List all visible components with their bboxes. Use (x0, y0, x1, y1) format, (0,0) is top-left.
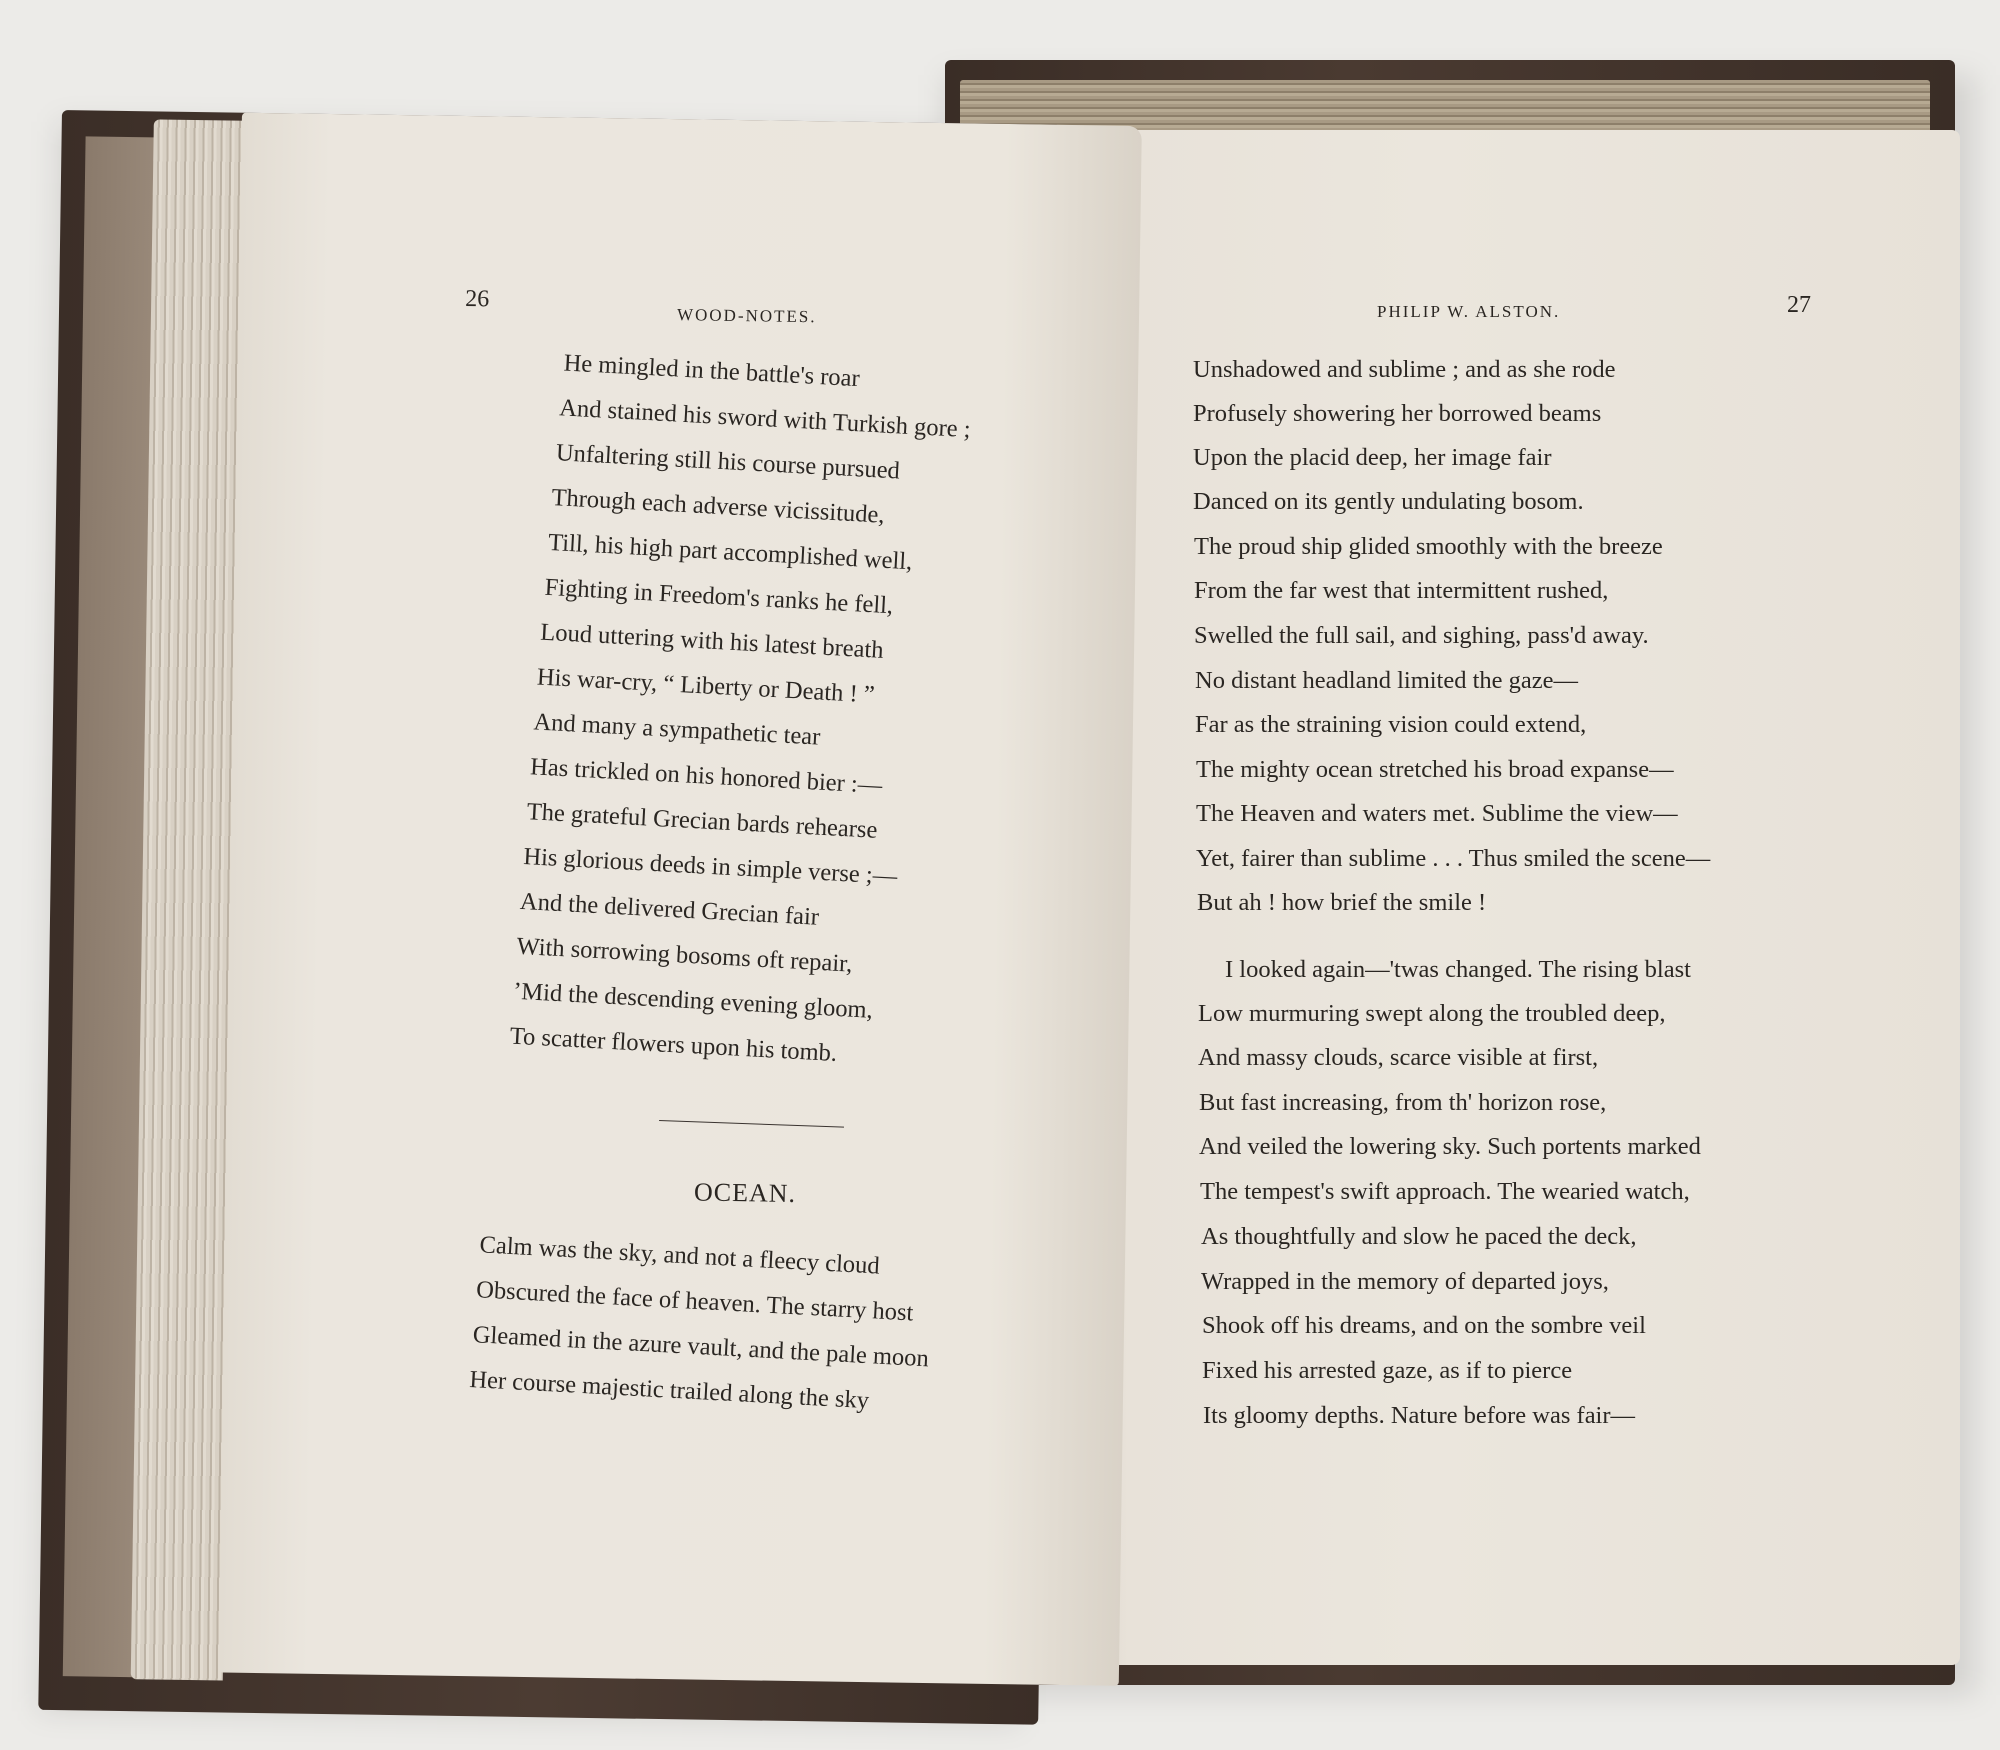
verse-line: Through each adverse vicissitude, (550, 484, 886, 529)
verse-line: The grateful Grecian bards rehearse (526, 798, 879, 844)
section-rule (659, 1120, 844, 1128)
verse-line: With sorrowing bosoms oft repair, (515, 932, 854, 978)
verse-line: Wrapped in the memory of departed joys, (1201, 1268, 1609, 1295)
verse-line: To scatter flowers upon his tomb. (509, 1022, 838, 1067)
verse-line: Danced on its gently undulating bosom. (1193, 488, 1584, 515)
verse-line: And massy clouds, scarce visible at first, (1198, 1044, 1599, 1071)
verse-line: From the far west that intermittent rushed, (1194, 577, 1609, 604)
verse-line: The tempest's swift approach. The wearied watch, (1200, 1178, 1690, 1205)
verse-line: I looked again—'twas changed. The rising blast (1225, 956, 1691, 983)
verse-line: Swelled the full sail, and sighing, pass'd away. (1194, 622, 1649, 649)
verse-line: Yet, fairer than sublime . . . Thus smiled the scene— (1196, 845, 1711, 872)
verse-line: ’Mid the descending evening gloom, (512, 977, 874, 1024)
poem-title: OCEAN. (693, 1177, 797, 1209)
page-number-right: 27 (1787, 292, 1811, 318)
verse-line: Fixed his arrested gaze, as if to pierce (1202, 1357, 1573, 1384)
verse-line: Upon the placid deep, her image fair (1193, 444, 1552, 471)
verse-line: But fast increasing, from th' horizon rose, (1199, 1089, 1607, 1116)
verse-line: His war-cry, “ Liberty or Death ! ” (536, 663, 876, 709)
verse-line: Shook off his dreams, and on the sombre veil (1202, 1312, 1646, 1339)
verse-line: Has trickled on his honored bier :— (529, 753, 883, 799)
verse-line: But ah ! how brief the smile ! (1197, 889, 1487, 916)
running-head-right: PHILIP W. ALSTON. (1377, 302, 1561, 321)
verse-line: He mingled in the battle's roar (563, 349, 861, 393)
verse-line: The mighty ocean stretched his broad expanse— (1196, 756, 1674, 783)
verse-line: Far as the straining vision could extend, (1195, 711, 1587, 738)
verse-line: Obscured the face of heaven. The starry host (475, 1276, 915, 1327)
page-number-left: 26 (465, 286, 490, 313)
verse-line: The proud ship glided smoothly with the breeze (1194, 533, 1663, 560)
verse-line: Unshadowed and sublime ; and as she rode (1193, 356, 1616, 383)
verse-line: Fighting in Freedom's ranks he fell, (544, 573, 894, 620)
verse-line: And many a sympathetic tear (532, 708, 822, 751)
verse-line: Her course majestic trailed along the sky (468, 1365, 870, 1415)
verse-line: Loud uttering with his latest breath (539, 618, 885, 664)
verse-line: Profusely showering her borrowed beams (1193, 400, 1602, 427)
verse-line: And stained his sword with Turkish gore ; (558, 394, 972, 444)
left-page (219, 113, 1142, 1686)
verse-line: And veiled the lowering sky. Such portents marked (1199, 1133, 1701, 1160)
running-head-left: WOOD-NOTES. (676, 305, 817, 327)
verse-line: Low murmuring swept along the troubled deep, (1198, 1000, 1666, 1027)
verse-line: And the delivered Grecian fair (519, 887, 820, 931)
verse-line: Unfaltering still his course pursued (555, 439, 901, 485)
verse-line: Till, his high part accomplished well, (547, 528, 913, 576)
right-page (1075, 130, 1960, 1665)
verse-line: No distant headland limited the gaze— (1195, 667, 1579, 694)
verse-line: His glorious deeds in simple verse ;— (522, 843, 898, 890)
verse-line: The Heaven and waters met. Sublime the view— (1196, 800, 1678, 827)
verse-line: Gleamed in the azure vault, and the pale moon (472, 1321, 930, 1373)
verse-line: As thoughtfully and slow he paced the deck, (1201, 1223, 1637, 1250)
left-book-half (38, 110, 1092, 1725)
verse-line: Calm was the sky, and not a fleecy cloud (478, 1231, 881, 1280)
verse-line: Its gloomy depths. Nature before was fair— (1203, 1402, 1636, 1429)
